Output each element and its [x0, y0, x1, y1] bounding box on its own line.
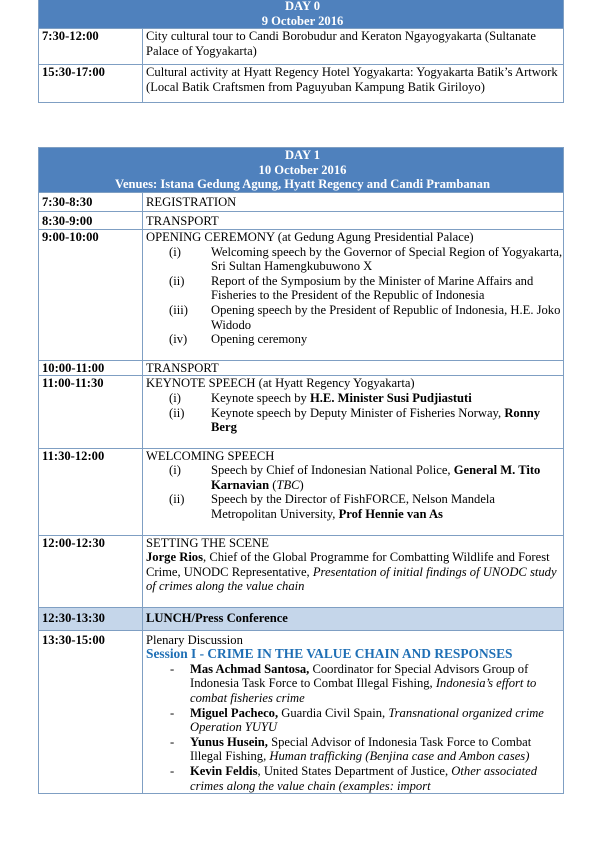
- item-number: (ii): [169, 492, 185, 507]
- list-item: [170, 662, 563, 706]
- time-cell: 10:00-11:00: [39, 360, 143, 376]
- item-text: Opening ceremony: [211, 332, 308, 347]
- tbc-note: TBC: [276, 477, 300, 492]
- table-row: [39, 630, 564, 794]
- list-item: [169, 463, 563, 492]
- time-cell: 15:30-17:00: [39, 65, 143, 102]
- activity-cell: LUNCH/Press Conference: [143, 608, 564, 631]
- dash-bullet: -: [170, 734, 175, 749]
- item-text: Welcoming speech by the Governor of Special Region of Yogyakarta, Sri Sultan Hamengkubuwono X: [211, 244, 563, 274]
- list-item: [170, 706, 563, 735]
- item-number: (ii): [169, 273, 185, 288]
- table-row: [39, 448, 564, 535]
- table-row: [39, 65, 564, 102]
- item-number: (iii): [169, 302, 188, 317]
- list-item: [169, 492, 563, 521]
- list-item: [169, 406, 563, 435]
- day1-date: 10 October 2016: [258, 162, 347, 177]
- time-cell: 11:00-11:30: [39, 376, 143, 448]
- activity-cell: TRANSPORT: [143, 360, 564, 376]
- item-number: (i): [169, 244, 181, 259]
- speaker-name: General M. Tito Karnavian: [211, 463, 541, 492]
- presentation-title: Presentation of initial findings of UNODC study of crimes along the value chain: [146, 564, 557, 594]
- day1-header: [39, 148, 564, 193]
- paren-close: ): [299, 477, 304, 492]
- item-text: Speech by the Director of FishFORCE, Nelson Mandela Metropolitan University,: [211, 492, 496, 522]
- time-cell: 7:30-12:00: [39, 29, 143, 65]
- speaker-name: Mas Achmad Santosa,: [190, 661, 310, 676]
- time-cell: 11:30-12:00: [39, 448, 143, 535]
- activity-cell: [143, 448, 564, 535]
- day0-title: DAY 0: [284, 0, 321, 13]
- item-text: Report of the Symposium by the Minister of Marine Affairs and Fisheries to the President of the Republic of Indonesia: [211, 273, 534, 303]
- table-row: [39, 360, 564, 376]
- list-item: [170, 764, 563, 793]
- presentation-title: Transnational organized crime Operation YUYU: [190, 705, 544, 735]
- dash-bullet: -: [170, 763, 175, 778]
- list-item: [170, 735, 563, 764]
- activity-cell: Cultural activity at Hyatt Regency Hotel Yogyakarta: Yogyakarta Batik’s Artwork (Local Batik Craftsmen from Paguyuban Kampung Batik Giriloyo): [143, 65, 564, 102]
- list-item: [169, 274, 563, 303]
- speaker-name: Yunus Husein,: [190, 734, 268, 749]
- activity-cell: REGISTRATION: [143, 192, 564, 212]
- speaker-name: H.E. Minister Susi Pudjiastuti: [309, 390, 472, 405]
- session-heading: OPENING CEREMONY (at Gedung Agung Presidential Palace): [146, 229, 474, 244]
- speaker-name: Ronny Berg: [211, 405, 541, 435]
- activity-cell: TRANSPORT: [143, 212, 564, 230]
- session-heading: WELCOMING SPEECH: [146, 448, 275, 463]
- activity-cell: [143, 535, 564, 607]
- table-row: [39, 608, 564, 631]
- item-text: , United States Department of Justice,: [257, 763, 452, 778]
- speaker-name: Jorge Rios: [146, 550, 204, 565]
- table-row: [39, 376, 564, 448]
- session-title: Session I - CRIME IN THE VALUE CHAIN AND RESPONSES: [146, 646, 513, 662]
- time-cell: 12:00-12:30: [39, 535, 143, 607]
- item-text: , Chief of the Global Programme for Combatting Wildlife and Forest Crime, UNODC Representative,: [146, 550, 550, 579]
- list-item: [169, 303, 563, 332]
- presentation-title: Human trafficking (Benjina case and Ambon cases): [269, 749, 530, 764]
- item-text: Keynote speech by: [211, 390, 310, 405]
- day0-header: [39, 0, 564, 29]
- dash-bullet: -: [170, 661, 175, 676]
- list-item: [169, 391, 563, 406]
- time-cell: 9:00-10:00: [39, 229, 143, 360]
- speaker-name: Prof Hennie van As: [338, 507, 443, 522]
- item-text: Speech by Chief of Indonesian National Police,: [211, 463, 454, 478]
- item-text: Opening speech by the President of Republic of Indonesia, H.E. Joko Widodo: [211, 302, 561, 332]
- presentation-title: Indonesia’s effort to combat fisheries crime: [190, 676, 537, 705]
- list-item: [169, 245, 563, 274]
- item-text: Special Advisor of Indonesia Task Force to Combat Illegal Fishing,: [190, 734, 532, 764]
- table-row: [39, 229, 564, 360]
- item-number: (i): [169, 463, 181, 478]
- day1-title: DAY 1: [284, 148, 321, 162]
- activity-cell: [143, 630, 564, 794]
- dash-bullet: -: [170, 705, 175, 720]
- speaker-name: Kevin Feldis: [190, 763, 258, 778]
- table-row: [39, 192, 564, 212]
- table-row: [39, 535, 564, 607]
- table-row: [39, 212, 564, 230]
- item-number: (i): [169, 390, 181, 405]
- table-row: [39, 29, 564, 65]
- day1-venues: Venues: Istana Gedung Agung, Hyatt Regency and Candi Prambanan: [115, 177, 490, 192]
- list-item: [169, 332, 563, 347]
- item-number: (iv): [169, 332, 188, 347]
- time-cell: 8:30-9:00: [39, 212, 143, 230]
- activity-cell: City cultural tour to Candi Borobudur and Keraton Ngayogyakarta (Sultanate Palace of Yogyakarta): [143, 29, 564, 65]
- day1-schedule-table: [38, 147, 564, 794]
- session-heading: SETTING THE SCENE: [146, 535, 269, 550]
- paren-open: (: [269, 477, 277, 492]
- activity-cell: [143, 376, 564, 448]
- activity-cell: [143, 229, 564, 360]
- item-number: (ii): [169, 405, 185, 420]
- speaker-name: Miguel Pacheco,: [190, 705, 279, 720]
- time-cell: 12:30-13:30: [39, 608, 143, 631]
- session-heading: Plenary Discussion: [146, 632, 243, 647]
- presentation-title: Other associated crimes along the value chain (examples: import: [190, 763, 537, 793]
- item-text: Coordinator for Special Advisors Group of Indonesia Task Force to Combat Illegal Fishing,: [190, 661, 529, 691]
- day0-schedule-table: [38, 0, 564, 103]
- day0-date: 9 October 2016: [261, 13, 344, 28]
- item-text: Guardia Civil Spain,: [278, 705, 389, 720]
- session-heading: KEYNOTE SPEECH (at Hyatt Regency Yogyakarta): [146, 376, 415, 391]
- time-cell: 13:30-15:00: [39, 630, 143, 794]
- time-cell: 7:30-8:30: [39, 192, 143, 212]
- item-text: Keynote speech by Deputy Minister of Fisheries Norway,: [211, 405, 505, 420]
